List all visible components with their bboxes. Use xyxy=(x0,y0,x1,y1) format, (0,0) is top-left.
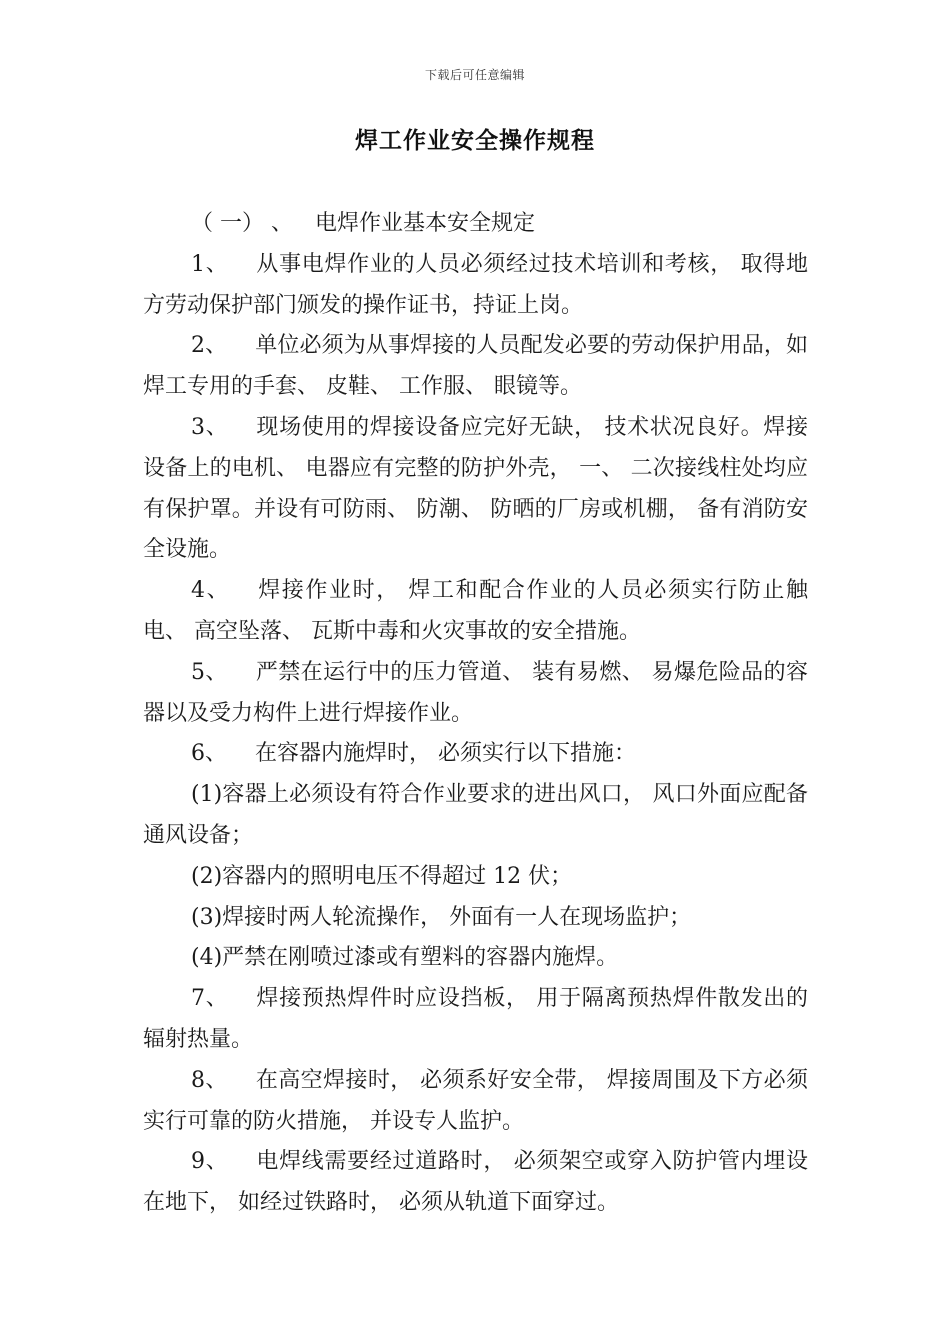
sub-measure-1 xyxy=(143,775,808,857)
header-note: 下载后可任意编辑 xyxy=(424,68,525,82)
rule-text: 电焊线需要经过道路时， 必须架空或穿入防护管内埋设在地下， 如经过铁路时， 必须从轨道下面穿过。 xyxy=(143,1149,809,1216)
rule-number: 8、 xyxy=(191,1067,228,1093)
rule-number: 5、 xyxy=(191,659,228,685)
rule-item-9 xyxy=(143,1142,808,1224)
rule-item-4 xyxy=(143,571,808,653)
rule-item-7 xyxy=(143,979,808,1061)
rule-item-2 xyxy=(143,326,808,408)
rule-text: 焊接作业时， 焊工和配合作业的人员必须实行防止触电、 高空坠落、 瓦斯中毒和火灾事故的安全措施。 xyxy=(143,578,808,644)
rule-number: 4、 xyxy=(191,578,231,604)
rule-text: 在高空焊接时， 必须系好安全带， 焊接周围及下方必须实行可靠的防火措施， 并设专人监护。 xyxy=(143,1067,808,1134)
section-number: （ 一） 、 xyxy=(191,211,293,236)
sub-measure-4 xyxy=(143,938,808,979)
sub-measure-text: (1)容器上必须设有符合作业要求的进出风口， 风口外面应配备通风设备； xyxy=(143,782,808,848)
rule-number: 1、 xyxy=(191,251,229,277)
rule-text: 焊接预热焊件时应设挡板， 用于隔离预热焊件散发出的辐射热量。 xyxy=(143,986,809,1052)
sub-measure-text: (2)容器内的照明电压不得超过 12 伏； xyxy=(191,863,573,889)
section-heading xyxy=(143,204,808,245)
rule-item-5 xyxy=(143,653,808,735)
document-title: 焊工作业安全操作规程 xyxy=(355,127,595,154)
rule-text: 现场使用的焊接设备应完好无缺， 技术状况良好。焊接设备上的电机、 电器应有完整的防护外壳， 一、 二次接线柱处均应有保护罩。并设有可防雨、 防潮、 防晒的厂房或机棚， 备有消防安全设施。 xyxy=(143,414,809,563)
rule-text: 从事电焊作业的人员必须经过技术培训和考核， 取得地方劳动保护部门颁发的操作证书，持证上岗。 xyxy=(143,251,809,318)
sub-measure-2 xyxy=(143,857,808,898)
rule-text: 严禁在运行中的压力管道、 装有易燃、 易爆危险品的容器以及受力构件上进行焊接作业。 xyxy=(143,659,808,726)
rule-item-1 xyxy=(143,245,808,327)
rule-number: 2、 xyxy=(191,333,228,359)
sub-measure-text: (3)焊接时两人轮流操作， 外面有一人在现场监护； xyxy=(191,904,692,930)
document-body xyxy=(143,204,808,1224)
rule-item-6 xyxy=(143,734,808,775)
rule-number: 3、 xyxy=(191,414,229,440)
rule-item-3 xyxy=(143,408,808,571)
sub-measure-3 xyxy=(143,898,808,939)
rule-text: 在容器内施焊时， 必须实行以下措施： xyxy=(255,741,636,767)
rule-item-8 xyxy=(143,1061,808,1143)
rule-number: 7、 xyxy=(191,986,229,1012)
rule-text: 单位必须为从事焊接的人员配发必要的劳动保护用品，如焊工专用的手套、 皮鞋、 工作服、 眼镜等。 xyxy=(143,333,808,400)
section-heading-text: 电焊作业基本安全规定 xyxy=(315,211,536,236)
rule-number: 6、 xyxy=(191,741,227,767)
sub-measure-text: (4)严禁在刚喷过漆或有塑料的容器内施焊。 xyxy=(191,945,619,971)
rule-number: 9、 xyxy=(191,1149,229,1175)
